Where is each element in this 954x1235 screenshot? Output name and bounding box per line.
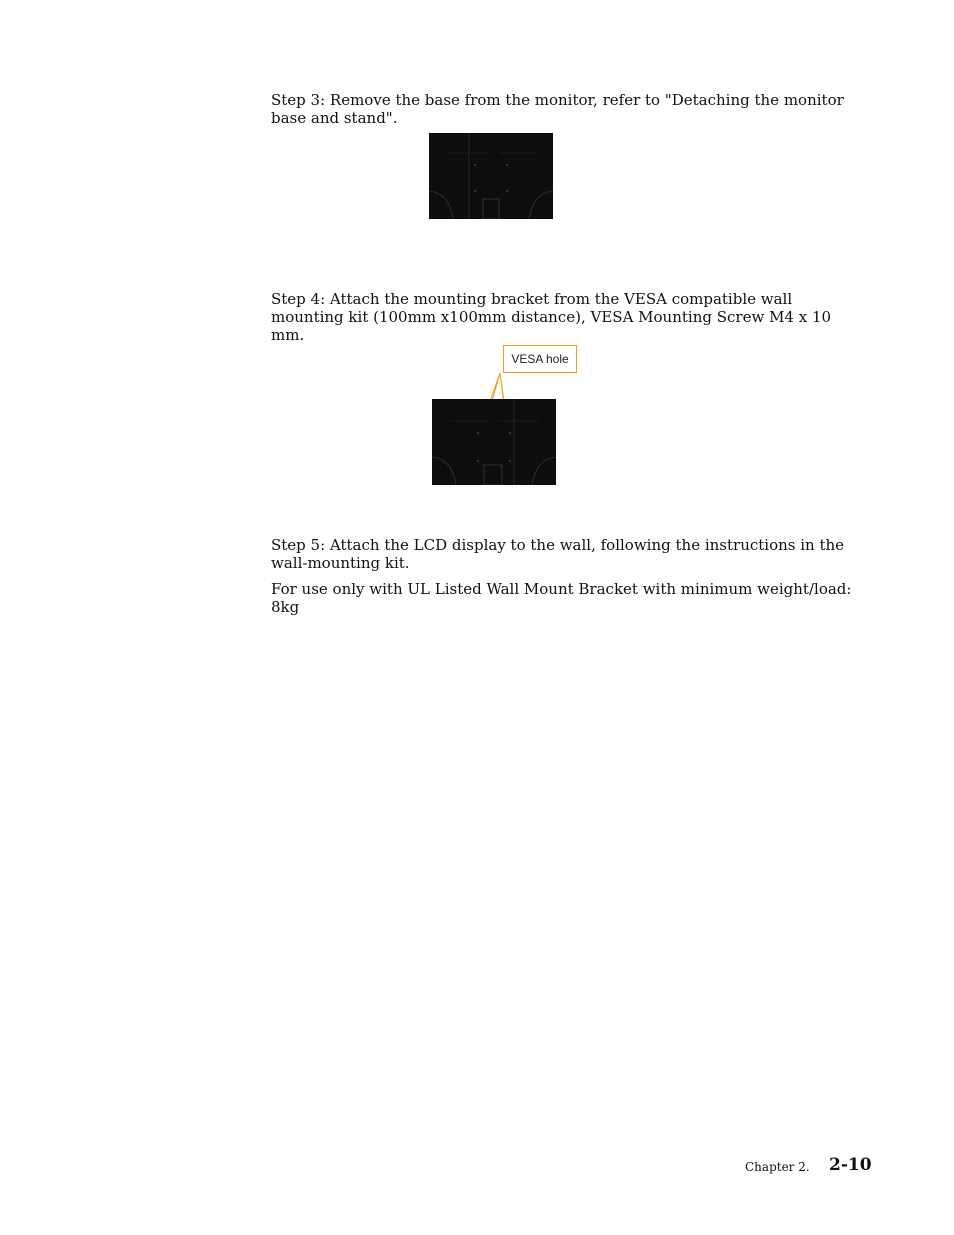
step-4-text: Step 4: Attach the mounting bracket from the VESA compatible wall mounting kit (100mm x100mm distance), VESA Mounting Screw M4 x 10 mm. bbox=[271, 290, 832, 344]
ul-bracket-note: For use only with UL Listed Wall Mount Bracket with minimum weight/load: 8kg bbox=[271, 580, 852, 616]
vesa-hole-callout: VESA hole bbox=[503, 345, 577, 373]
monitor-rear-vesa-image bbox=[432, 399, 556, 485]
monitor-rear-vesa-drawing bbox=[432, 399, 556, 485]
footer-page-number: 2-10 bbox=[829, 1155, 872, 1175]
step-3-text: Step 3: Remove the base from the monitor, refer to "Detaching the monitor base and stand". bbox=[271, 91, 844, 127]
footer-chapter: Chapter 2. bbox=[745, 1160, 810, 1174]
monitor-rear-image bbox=[429, 133, 553, 219]
monitor-rear-drawing bbox=[429, 133, 553, 219]
step-5-text: Step 5: Attach the LCD display to the wall, following the instructions in the wall-mounting kit. bbox=[271, 536, 845, 572]
